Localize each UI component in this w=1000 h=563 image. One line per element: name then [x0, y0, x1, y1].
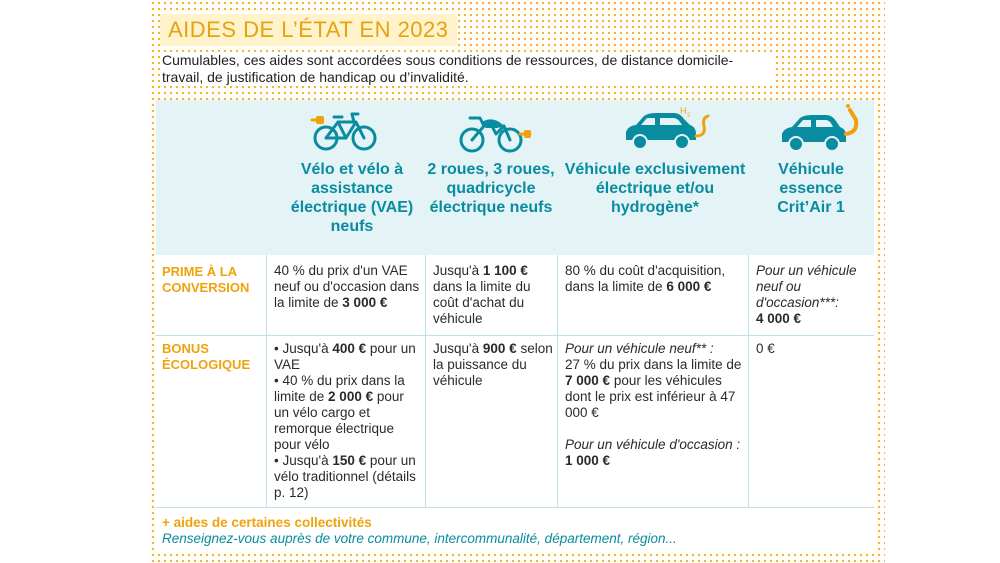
cell-bonus-electrique: [565, 341, 743, 469]
bonus-velo-line: [274, 373, 420, 453]
cell-amount: 6 000 €: [666, 279, 712, 294]
column-divider: [748, 255, 749, 507]
cell-prime-velo: [274, 263, 420, 311]
cell-text: 27 % du prix dans la limite de: [565, 357, 742, 372]
bonus-elec-neuf: [565, 357, 743, 421]
footer-note: Renseignez-vous auprès de votre commune, intercommunalité, département, région...: [162, 531, 677, 546]
cell-prime-essence: [756, 263, 870, 327]
cell-prime-electrique: [565, 263, 743, 295]
cell-text: pour un vélo cargo et remorque électrique pour vélo: [274, 389, 404, 452]
svg-text:2: 2: [687, 113, 691, 119]
cell-text: pour un vélo traditionnel (détails p. 12): [274, 453, 416, 500]
cell-bonus-velo: [274, 341, 420, 501]
cell-bonus-moto: [433, 341, 553, 389]
bicycle-icon: [310, 108, 380, 154]
row-divider: [156, 507, 874, 508]
cell-bonus-essence: [756, 341, 870, 357]
cell-amount: 400 €: [332, 341, 367, 356]
cell-text: • 40 % du prix dans la limite de: [274, 373, 405, 404]
bonus-velo-line: [274, 341, 420, 373]
cell-text: • Jusqu'à: [274, 453, 329, 468]
cell-text: Pour un véhicule neuf ou d'occasion***:: [756, 263, 857, 310]
cell-amount: 2 000 €: [328, 389, 374, 404]
page-subtitle: Cumulables, ces aides sont accordées sous conditions de ressources, de distance domicile-travail, de justification de handicap ou d’invalidité.: [160, 52, 774, 86]
cell-text: 0 €: [756, 341, 775, 356]
cell-amount: 7 000 €: [565, 373, 611, 388]
cell-amount: 1 000 €: [565, 453, 611, 468]
cell-text: 80 % du coût d'acquisition, dans la limite de: [565, 263, 726, 294]
cell-text: dans la limite du coût d'achat du véhicule: [433, 279, 531, 326]
column-divider: [425, 255, 426, 507]
column-header-velo: Vélo et vélo à assistance électrique (VAE) neufs: [290, 161, 414, 235]
column-header-electrique: Véhicule exclusivement électrique et/ou hydrogène*: [564, 161, 746, 216]
motorcycle-icon: [458, 110, 534, 154]
cell-text: selon la puissance du véhicule: [433, 341, 553, 388]
column-divider: [266, 255, 267, 507]
fuel-car-icon: [778, 104, 862, 154]
cell-text: Pour un véhicule d'occasion :: [565, 437, 741, 452]
cell-text: pour un VAE: [274, 341, 416, 372]
footer-title: + aides de certaines collectivités: [162, 515, 372, 530]
column-divider: [557, 255, 558, 507]
column-header-moto: 2 roues, 3 roues, quadricycle électrique neufs: [427, 161, 555, 216]
cell-amount: 3 000 €: [342, 295, 388, 310]
cell-prime-moto: [433, 263, 553, 327]
cell-text: Jusqu'à: [433, 341, 480, 356]
row-label-bonus: BONUS ÉCOLOGIQUE: [162, 341, 251, 372]
cell-text: Jusqu'à: [433, 263, 480, 278]
bonus-velo-line: [274, 453, 420, 501]
cell-amount: 150 €: [332, 453, 367, 468]
electric-car-icon: [622, 106, 714, 154]
svg-text:H: H: [680, 106, 687, 116]
row-label-prime: PRIME À LA CONVERSION: [162, 264, 250, 295]
cell-text: 40 % du prix d'un VAE neuf ou d'occasion dans la limite de: [274, 263, 420, 310]
cell-amount: 900 €: [482, 341, 517, 356]
cell-text: pour les véhicules dont le prix est inférieur à 47 000 €: [565, 373, 736, 420]
row-divider: [156, 335, 874, 336]
cell-text: • Jusqu'à: [274, 341, 329, 356]
column-header-essence: Véhicule essence Crit’Air 1: [777, 161, 845, 216]
page-title: AIDES DE L’ÉTAT EN 2023: [160, 14, 457, 46]
cell-text: Pour un véhicule neuf** :: [565, 341, 714, 356]
cell-amount: 1 100 €: [482, 263, 528, 278]
cell-amount: 4 000 €: [756, 311, 802, 326]
